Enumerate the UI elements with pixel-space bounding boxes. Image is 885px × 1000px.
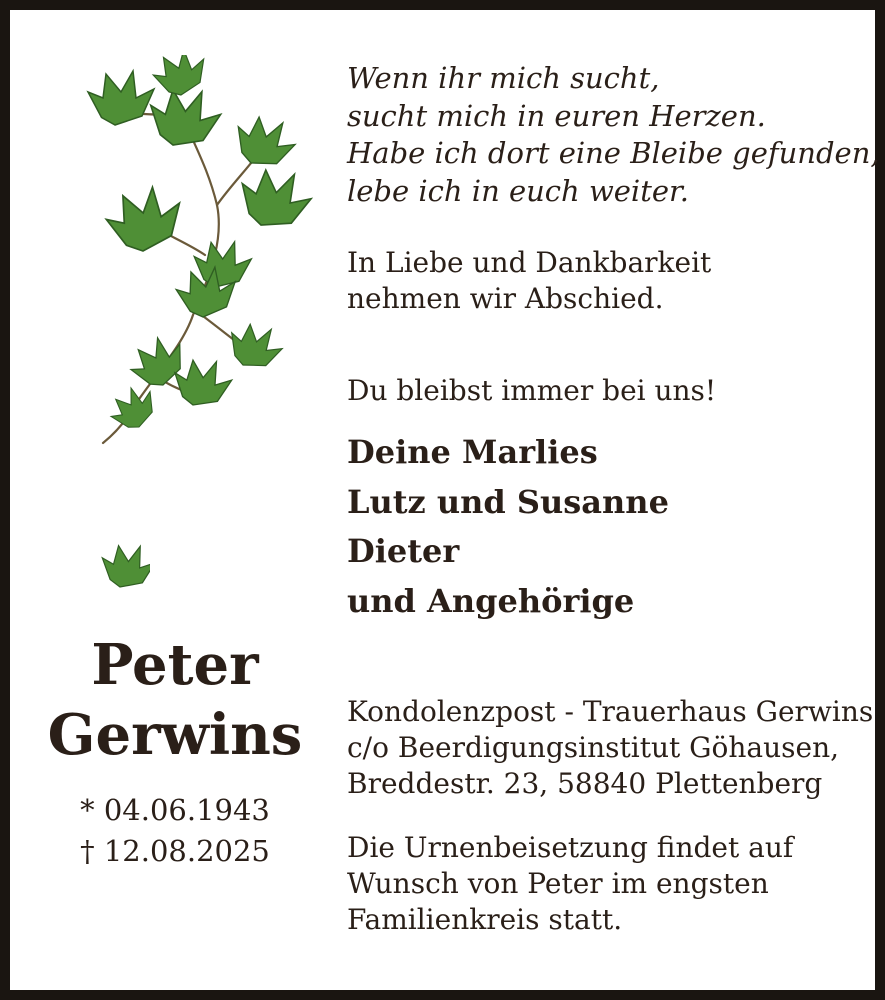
- poem-line: sucht mich in euren Herzen.: [347, 98, 766, 133]
- burial-note-line: Die Urnenbeisetzung findet auf: [347, 831, 794, 864]
- deceased-last-name: Gerwins: [47, 702, 303, 768]
- poem-line: lebe ich in euch weiter.: [347, 173, 689, 208]
- poem: [347, 60, 880, 210]
- farewell-line: nehmen wir Abschied.: [347, 282, 664, 315]
- mourner-name: und Angehörige: [347, 581, 635, 620]
- stay-message-line: Du bleibst immer bei uns!: [347, 374, 717, 407]
- death-date: † 12.08.2025: [80, 834, 270, 868]
- stay-message: [347, 373, 716, 409]
- ivy-branch-icon: [55, 55, 315, 455]
- address-line: c/o Beerdigungsinstitut Göhausen,: [347, 731, 839, 764]
- farewell-text: [347, 245, 711, 317]
- poem-line: Habe ich dort eine Bleibe gefunden,: [347, 136, 880, 170]
- mourner-name: Deine Marlies: [347, 433, 598, 471]
- farewell-line: In Liebe und Dankbarkeit: [347, 246, 712, 279]
- life-dates: [10, 790, 340, 872]
- deceased-name: [10, 630, 340, 770]
- burial-note-line: Wunsch von Peter im engsten: [347, 867, 769, 900]
- ivy-leaf-icon: [90, 542, 150, 602]
- obituary-card: [10, 10, 880, 990]
- burial-note: [347, 830, 793, 938]
- burial-note-line: Familienkreis statt.: [347, 903, 623, 936]
- mourners-list: [347, 428, 669, 626]
- condolence-address: [347, 694, 873, 802]
- deceased-first-name: Peter: [91, 632, 259, 698]
- address-line: Kondolenzpost - Trauerhaus Gerwins: [347, 695, 874, 728]
- mourner-name: Dieter: [347, 532, 460, 570]
- mourner-name: Lutz und Susanne: [347, 482, 669, 521]
- birth-date: * 04.06.1943: [80, 793, 270, 827]
- poem-line: Wenn ihr mich sucht,: [347, 61, 660, 95]
- address-line: Breddestr. 23, 58840 Plettenberg: [347, 767, 823, 800]
